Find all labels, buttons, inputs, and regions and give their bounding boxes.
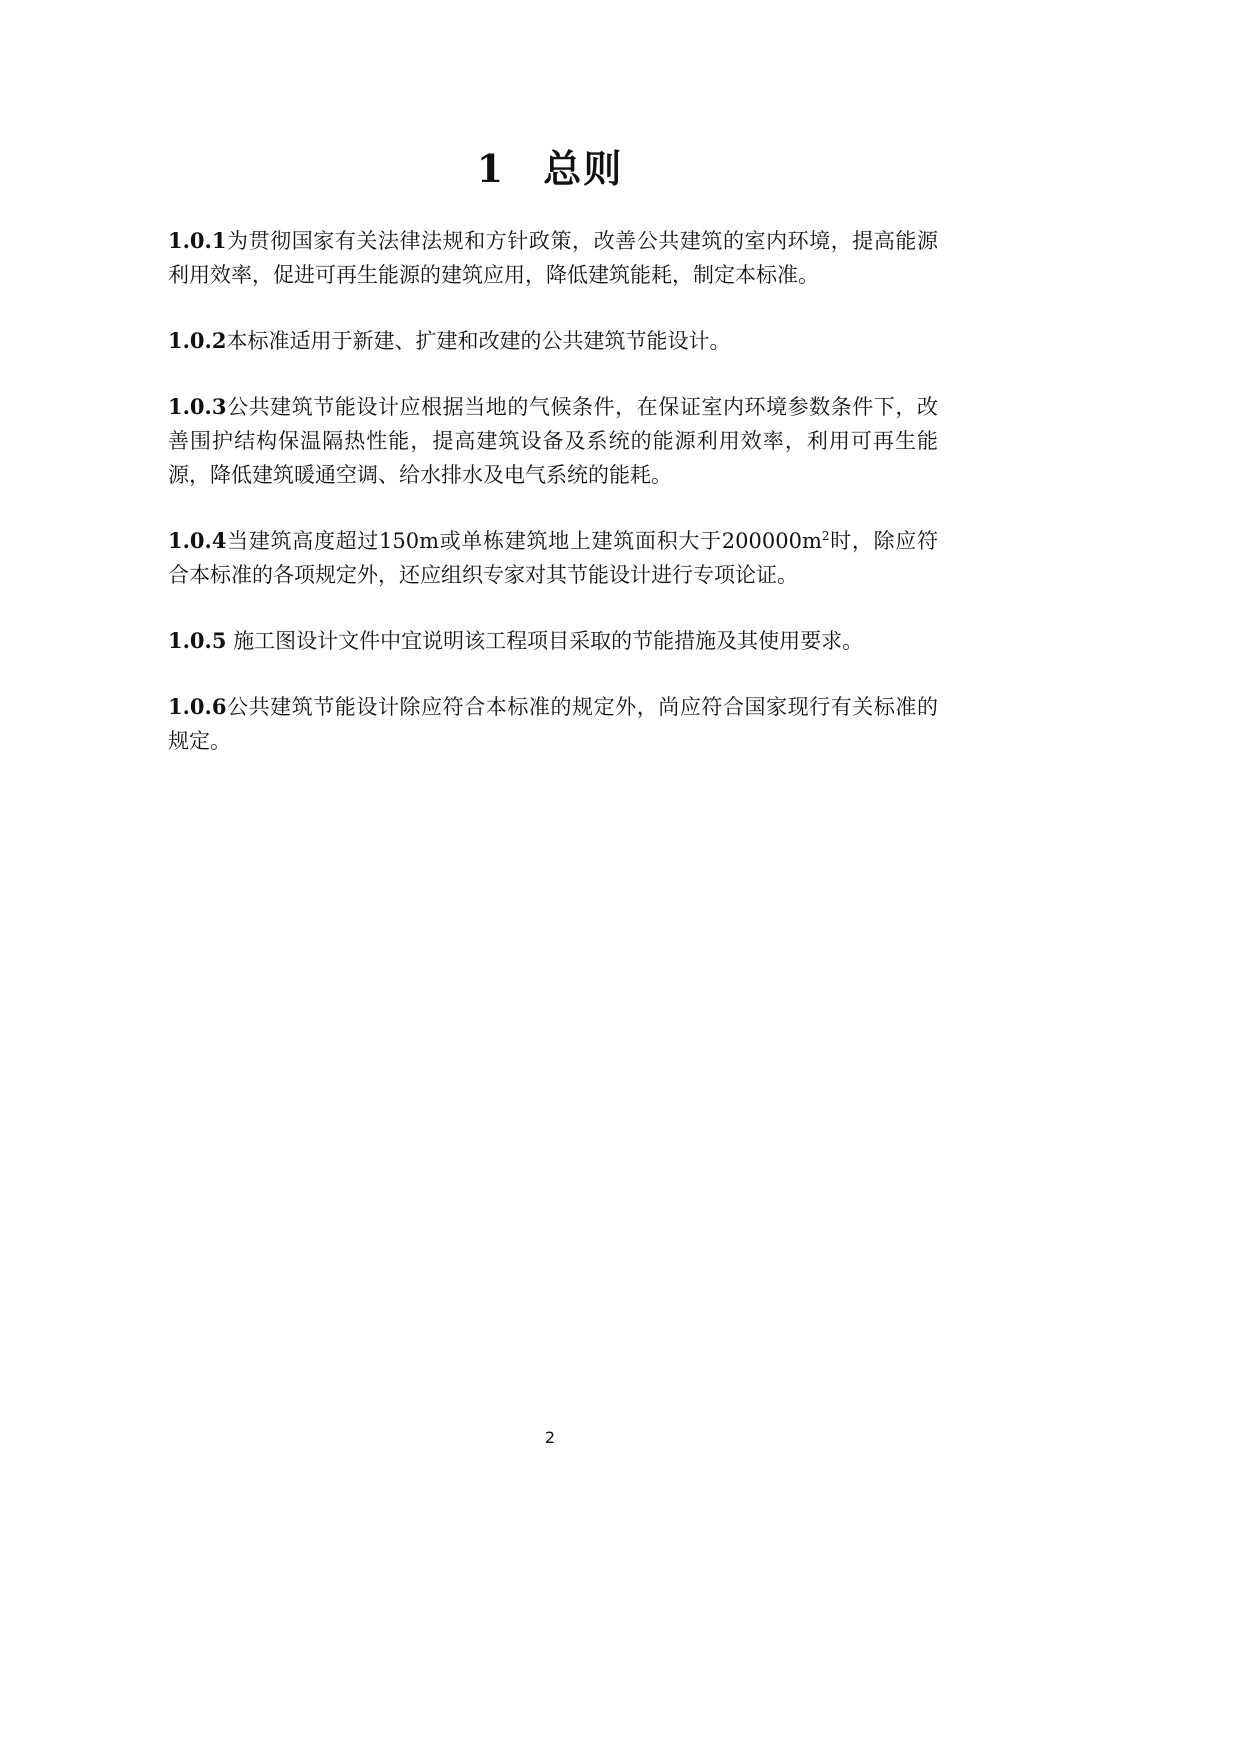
clause-number: 1.0.2 — [168, 328, 227, 353]
chapter-number: 1 — [476, 146, 506, 191]
superscript: 2 — [821, 529, 830, 543]
chapter-title: 总则 — [543, 146, 624, 191]
chapter-heading — [0, 138, 1100, 193]
clause-text: 为贯彻国家有关法律法规和方针政策，改善公共建筑的室内环境，提高能源利用效率，促进可再生能源的建筑应用，降低建筑能耗，制定本标准。 — [168, 229, 938, 287]
clause-number: 1.0.4 — [168, 528, 227, 553]
clause-number: 1.0.1 — [168, 228, 227, 253]
clause-list — [168, 224, 938, 790]
clause-1-0-3 — [168, 390, 938, 492]
page-number: 2 — [544, 1428, 556, 1447]
clause-text: 公共建筑节能设计除应符合本标准的规定外，尚应符合国家现行有关标准的规定。 — [168, 695, 938, 753]
clause-number: 1.0.6 — [168, 694, 227, 719]
clause-text: 施工图设计文件中宜说明该工程项目采取的节能措施及其使用要求。 — [226, 629, 864, 653]
clause-1-0-5 — [168, 624, 938, 658]
clause-1-0-4 — [168, 524, 938, 592]
clause-text: 当建筑高度超过150m或单栋建筑地上建筑面积大于200000m — [226, 529, 822, 553]
clause-text: 本标准适用于新建、扩建和改建的公共建筑节能设计。 — [226, 329, 731, 353]
clause-number: 1.0.3 — [168, 394, 227, 419]
clause-text-continued: 时，除应符合本标准的各项规定外，还应组织专家对其节能设计进行专项论证。 — [168, 529, 938, 587]
clause-number: 1.0.5 — [168, 628, 227, 653]
clause-1-0-2 — [168, 324, 938, 358]
clause-text: 公共建筑节能设计应根据当地的气候条件，在保证室内环境参数条件下，改善围护结构保温隔热性能，提高建筑设备及系统的能源利用效率，利用可再生能源，降低建筑暖通空调、给水排水及电气系统的能耗。 — [168, 395, 938, 487]
clause-1-0-1 — [168, 224, 938, 292]
clause-1-0-6 — [168, 690, 938, 758]
